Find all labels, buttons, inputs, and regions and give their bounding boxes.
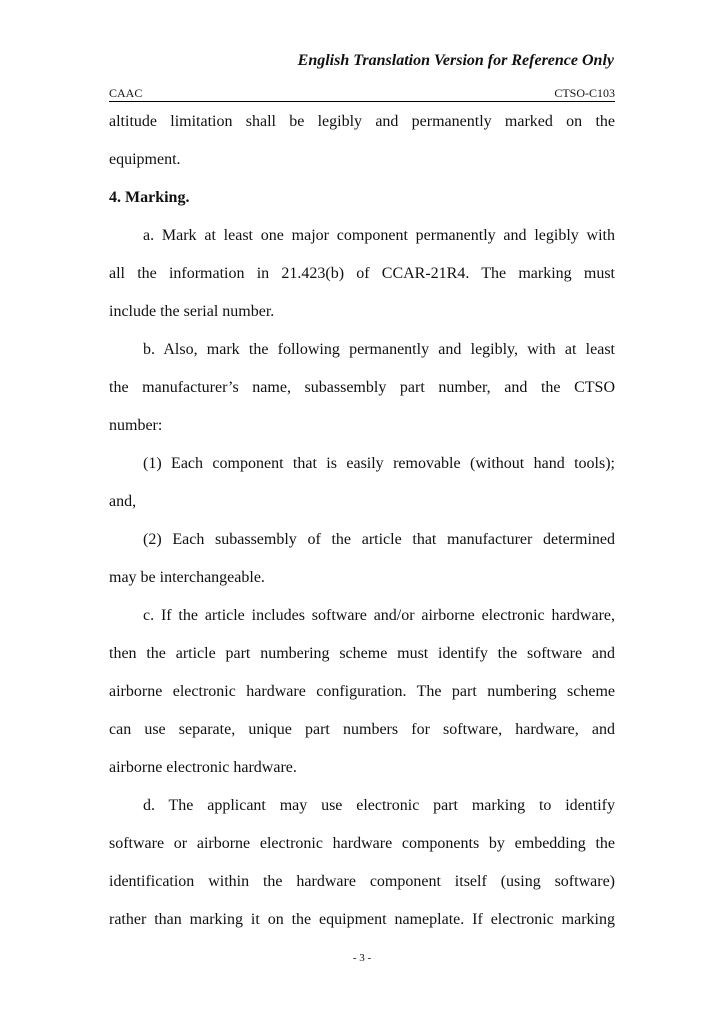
text-line: all the information in 21.423(b) of CCAR-21R4. The marking must bbox=[109, 265, 615, 282]
text-line: d. The applicant may use electronic part marking to identify bbox=[143, 797, 615, 814]
text-line: include the serial number. bbox=[109, 303, 275, 320]
text-line: (2) Each subassembly of the article that manufacturer determined bbox=[143, 531, 615, 548]
header-org: CAAC bbox=[109, 86, 143, 100]
text-line: airborne electronic hardware. bbox=[109, 759, 297, 776]
text-line: (1) Each component that is easily removable (without hand tools); bbox=[143, 455, 615, 472]
document-body bbox=[109, 103, 615, 939]
section-heading: 4. Marking. bbox=[109, 189, 190, 206]
text-line: airborne electronic hardware configuration. The part numbering scheme bbox=[109, 683, 615, 700]
page-number: - 3 - bbox=[352, 952, 372, 964]
text-line: a. Mark at least one major component permanently and legibly with bbox=[143, 227, 615, 244]
text-line: altitude limitation shall be legibly and permanently marked on the bbox=[109, 113, 615, 130]
translation-banner: English Translation Version for Reference Only bbox=[297, 52, 614, 69]
text-line: can use separate, unique part numbers for software, hardware, and bbox=[109, 721, 615, 738]
text-line: software or airborne electronic hardware components by embedding the bbox=[109, 835, 615, 852]
text-line: rather than marking it on the equipment nameplate. If electronic marking bbox=[109, 911, 615, 928]
text-line: equipment. bbox=[109, 151, 181, 168]
text-line: identification within the hardware component itself (using software) bbox=[109, 873, 615, 890]
running-header bbox=[109, 86, 615, 102]
text-line: number: bbox=[109, 417, 163, 434]
header-doc-id: CTSO-C103 bbox=[554, 86, 615, 100]
text-line: may be interchangeable. bbox=[109, 569, 265, 586]
text-line: the manufacturer’s name, subassembly part number, and the CTSO bbox=[109, 379, 615, 396]
text-line: then the article part numbering scheme must identify the software and bbox=[109, 645, 615, 662]
text-line: and, bbox=[109, 493, 137, 510]
text-line: b. Also, mark the following permanently and legibly, with at least bbox=[143, 341, 615, 358]
text-line: c. If the article includes software and/or airborne electronic hardware, bbox=[143, 607, 615, 624]
